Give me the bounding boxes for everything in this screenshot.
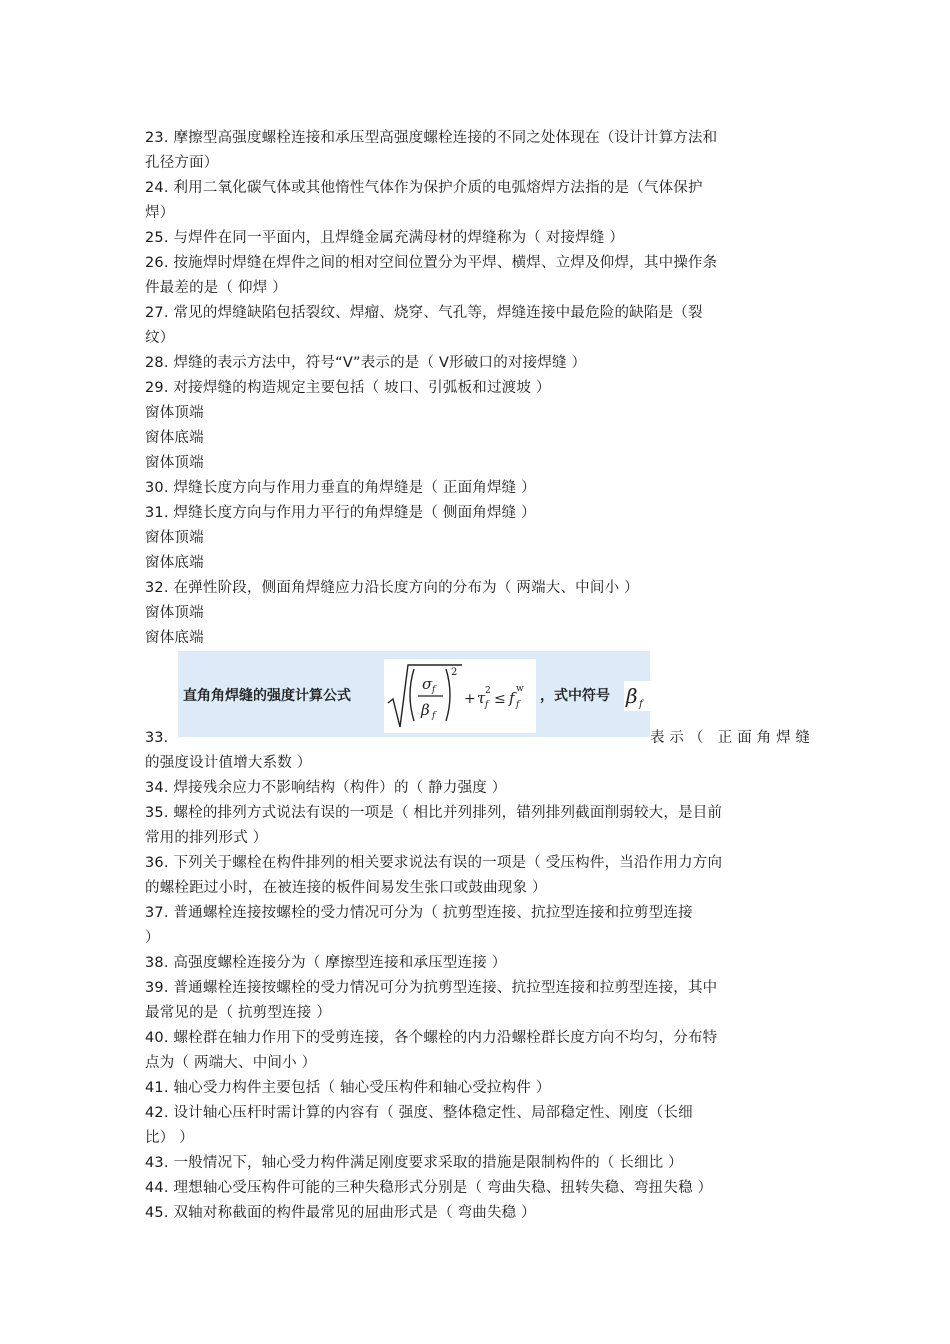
text-line-16: 窗体顶端 [145,530,204,546]
svg-text:τ: τ [477,689,486,707]
text-line-lower-10: 最常见的是（ 抗剪型连接 ） [145,1005,332,1021]
formula-tail-text: ，式中符号 [540,688,610,704]
question-33-row [145,651,810,751]
document-body [145,126,810,1226]
text-line-9: 28. 焊缝的表示方法中，符号“V”表示的是（ V形破口的对接焊缝 ） [145,355,587,371]
text-line-lower-2: 35. 螺栓的排列方式说法有误的一项是（ 相比并列排列，错列排列截面削弱较大，是目前 [145,805,723,821]
text-line-4: 25. 与焊件在同一平面内，且焊缝金属充满母材的焊缝称为（ 对接焊缝 ） [145,230,625,246]
text-line-1: 孔径方面） [145,155,219,171]
text-line-lower-0: 的强度设计值增大系数 ） [145,755,312,771]
formula-lead-text: 直角角焊缝的强度计算公式 [183,688,351,704]
svg-text:β: β [421,701,430,719]
text-line-lower-4: 36. 下列关于螺栓在构件排列的相关要求说法有误的一项是（ 受压构件，当沿作用力方向 [145,855,723,871]
text-line-3: 焊） [145,205,175,221]
text-line-8: 纹） [145,330,175,346]
text-line-13: 窗体顶端 [145,455,204,471]
beta-symbol-svg [624,681,650,711]
text-line-15: 31. 焊缝长度方向与作用力平行的角焊缝是（ 侧面角焊缝 ） [145,505,536,521]
svg-text:f: f [639,699,643,710]
text-line-lower-15: 比） ） [145,1130,194,1146]
formula-graphic [384,659,536,733]
text-line-20: 窗体底端 [145,630,204,646]
text-line-18: 32. 在弹性阶段，侧面角焊缝应力沿长度方向的分布为（ 两端大、中间小 ） [145,580,639,596]
svg-text:σ: σ [422,675,433,693]
svg-text:β: β [626,684,638,708]
text-line-lower-6: 37. 普通螺栓连接按螺栓的受力情况可分为（ 抗剪型连接、抗拉型连接和拉剪型连接 [145,905,693,921]
svg-text:f: f [432,685,436,695]
question-33-number: 33. [145,730,169,746]
svg-text:2: 2 [451,667,458,678]
text-line-lower-9: 39. 普通螺栓连接按螺栓的受力情况可分为抗剪型连接、抗拉型连接和拉剪型连接，其中 [145,980,718,996]
formula-image [178,651,650,737]
text-line-19: 窗体顶端 [145,605,204,621]
text-line-0: 23. 摩擦型高强度螺栓连接和承压型高强度螺栓连接的不同之处体现在（设计计算方法和 [145,130,718,146]
text-line-17: 窗体底端 [145,555,204,571]
text-line-lower-17: 44. 理想轴心受压构件可能的三种失稳形式分别是（ 弯曲失稳、扭转失稳、弯扭失稳 ） [145,1180,713,1196]
text-line-lower-13: 41. 轴心受力构件主要包括（ 轴心受压构件和轴心受拉构件 ） [145,1080,551,1096]
text-line-lower-16: 43. 一般情况下，轴心受力构件满足刚度要求采取的措施是限制构件的（ 长细比 ） [145,1155,683,1171]
question-block-bottom [145,751,810,1226]
svg-text:≤: ≤ [494,691,506,707]
text-line-lower-7: ） [145,930,160,946]
text-line-lower-1: 34. 焊接残余应力不影响结构（构件）的（ 静力强度 ） [145,780,507,796]
weld-strength-formula-svg [384,659,536,733]
text-line-10: 29. 对接焊缝的构造规定主要包括（ 坡口、引弧板和过渡坡 ） [145,380,551,396]
text-line-7: 27. 常见的焊缝缺陷包括裂纹、焊瘤、烧穿、气孔等，焊缝连接中最危险的缺陷是（裂 [145,305,703,321]
svg-text:f: f [516,700,520,710]
text-line-lower-5: 的螺栓距过小时，在被连接的板件间易发生张口或鼓曲现象 ） [145,880,547,896]
text-line-lower-12: 点为（ 两端大、中间小 ） [145,1055,317,1071]
text-line-11: 窗体顶端 [145,405,204,421]
text-line-2: 24. 利用二氧化碳气体或其他惰性气体作为保护介质的电弧熔焊方法指的是（气体保护 [145,180,703,196]
question-block-top [145,126,810,651]
text-line-lower-14: 42. 设计轴心压杆时需计算的内容有（ 强度、整体稳定性、局部稳定性、刚度（长细 [145,1105,693,1121]
svg-text:2: 2 [485,686,491,696]
text-line-lower-18: 45. 双轴对称截面的构件最常见的屈曲形式是（ 弯曲失稳 ） [145,1205,536,1221]
svg-text:f: f [485,700,489,710]
svg-text:w: w [516,684,524,694]
svg-text:+: + [464,691,476,707]
text-line-12: 窗体底端 [145,430,204,446]
text-line-lower-11: 40. 螺栓群在轴力作用下的受剪连接，各个螺栓的内力沿螺栓群长度方向不均匀，分布特 [145,1030,718,1046]
svg-text:f: f [509,689,515,707]
text-line-lower-3: 常用的排列形式 ） [145,830,268,846]
text-line-5: 26. 按施焊时焊缝在焊件之间的相对空间位置分为平焊、横焊、立焊及仰焊，其中操作条 [145,255,718,271]
text-line-lower-8: 38. 高强度螺栓连接分为（ 摩擦型连接和承压型连接 ） [145,955,507,971]
question-33-answer-text: 表示（ 正面角焊缝 [650,730,810,746]
text-line-14: 30. 焊缝长度方向与作用力垂直的角焊缝是（ 正面角焊缝 ） [145,480,536,496]
svg-text:f: f [432,711,436,721]
beta-symbol-graphic [624,681,650,711]
text-line-6: 件最差的是（ 仰焊 ） [145,280,287,296]
